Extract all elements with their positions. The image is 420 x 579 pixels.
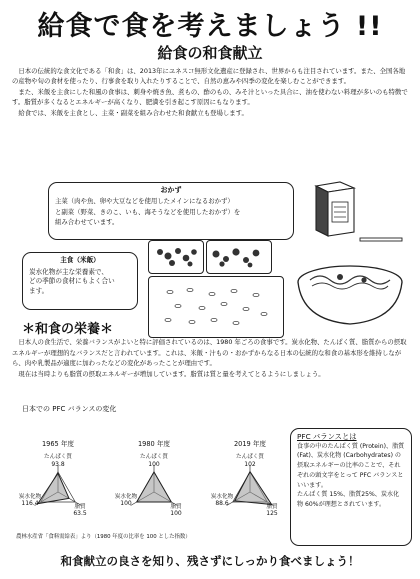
page-subtitle: 給食の和食献立 — [157, 44, 263, 62]
radar-axis-label: 炭水化物 — [210, 494, 234, 500]
radar-series-polygon — [38, 473, 69, 503]
nutrition-paragraph: 現在は当時よりも脂質の摂取エネルギーが増加しています。脂質は質と量を考えてとるようにしましょう。 — [18, 369, 325, 378]
staple-food-line: どの季節の食材にもよく合い — [29, 277, 115, 286]
intro-paragraph: 給食では、米飯を主食とし、主菜・副菜を組み合わせた和食献立も登場します。 — [18, 108, 248, 117]
radar-axis-label: 炭水化物 — [114, 494, 138, 500]
intro-section — [12, 66, 410, 118]
staple-food-heading: 主食（米飯） — [60, 256, 100, 264]
radar-axis-label: たんぱく質 — [236, 454, 264, 460]
staple-food-line: ます。 — [29, 286, 49, 295]
radar-axis-label: 脂質 — [74, 504, 86, 510]
radar-year-label: 2019 年度 — [233, 440, 267, 448]
radar-axis-label: 炭水化物 — [18, 494, 42, 500]
side-dish-food-illustration — [150, 242, 268, 270]
radar-axis-label: 脂質 — [170, 504, 182, 510]
radar-value-label: 116.4 — [21, 500, 39, 507]
radar-value-label: 125 — [266, 510, 278, 517]
nutrition-section — [12, 337, 410, 379]
pfc-box-paragraph: 食事の中のたんぱく質 (Protein)、脂質 (Fat)、炭水化物 (Carbohydrates) の摂取エネルギーの比率のことで、それぞれの頭文字をとって PFC バランスといいます。 — [297, 442, 405, 489]
radar-series-polygon — [137, 472, 172, 502]
staple-food-info-box — [22, 252, 138, 310]
intro-paragraph: 日本の伝統的な食文化である「和食」は、2013年にユネスコ無形文化遺産に登録され、世界からも注目されています。また、全国各地の産物や旬の食材を使ったり、行事食を取り入れたりすることで、自然の恵みや四季の変化を楽しむことができます。 — [12, 67, 406, 86]
staple-food-line: 炭水化物が主な栄養素で、 — [29, 267, 108, 276]
radar-series-polygon — [235, 472, 272, 505]
radar-value-label: 102 — [244, 461, 256, 468]
radar-value-label: 93.8 — [51, 461, 65, 468]
radar-axis-label: たんぱく質 — [140, 454, 168, 460]
page-title: 給食で食を考えましょう !! — [37, 11, 383, 42]
radar-value-label: 100 — [120, 500, 132, 507]
nutrition-heading: ＊和食の栄養＊ — [22, 322, 114, 337]
radar-year-label: 1965 年度 — [41, 440, 75, 448]
radar-axis-label: 脂質 — [266, 504, 278, 510]
radar-axis-label: たんぱく質 — [44, 454, 72, 460]
side-dish-line: 主菜（肉や魚、卵や大豆などを使用したメインになるおかず） — [55, 196, 234, 205]
milk-carton-illustration — [306, 176, 410, 250]
pfc-box-heading: PFC バランスとは — [297, 432, 357, 441]
chart-title: 日本での PFC バランスの変化 — [22, 405, 117, 413]
side-dish-line: と副菜（野菜、きのこ、いも、海そうなどを使用したおかず）を — [55, 207, 241, 216]
side-dish-heading: おかず — [160, 186, 182, 194]
chart-source-note: 農林水産省「食料需給表」より（1980 年度の比率を 100 とした指数） — [16, 534, 191, 540]
intro-paragraph: また、米飯を主食にした和風の食事は、刺身や焼き魚、煮もの、酢のもの、みそ汁といった具合に、油を使わない料理が多いのも特徴です。脂質が多くなるとエネルギーが高くなり、肥満を引き起こす原因にもなります。 — [12, 87, 408, 107]
radar-value-label: 63.5 — [73, 510, 87, 517]
nutrition-paragraph: 日本人の食生活で、栄養バランスがよいと特に評価されているのは、1980 年ごろの食事です。炭水化物、たんぱく質、脂質からの摂取エネルギーが理想的なバランスだと言われています。これは、米飯・汁もの・おかずからなる日本の伝統的な和食の基本形を維持しながら、肉や乳製品が適度に加わったなどの変化があったことが理由です。 — [12, 338, 407, 368]
footer-slogan: 和食献立の良さを知り、残さずにしっかり食べましょう！ — [60, 554, 360, 568]
radar-value-label: 88.6 — [215, 500, 229, 507]
radar-value-label: 100 — [170, 510, 182, 517]
pfc-info-box — [290, 428, 412, 546]
pfc-radar-charts — [0, 416, 290, 532]
rice-illustration — [156, 282, 274, 330]
side-dish-line: 組み合わせています。 — [55, 218, 119, 227]
radar-year-label: 1980 年度 — [137, 440, 171, 448]
soup-bowl-illustration — [290, 258, 410, 330]
side-dish-info-box — [48, 182, 294, 240]
pfc-box-paragraph: たんぱく質 15%、脂質25%、炭水化物 60%が理想とされています。 — [297, 491, 400, 508]
radar-value-label: 100 — [148, 461, 160, 468]
